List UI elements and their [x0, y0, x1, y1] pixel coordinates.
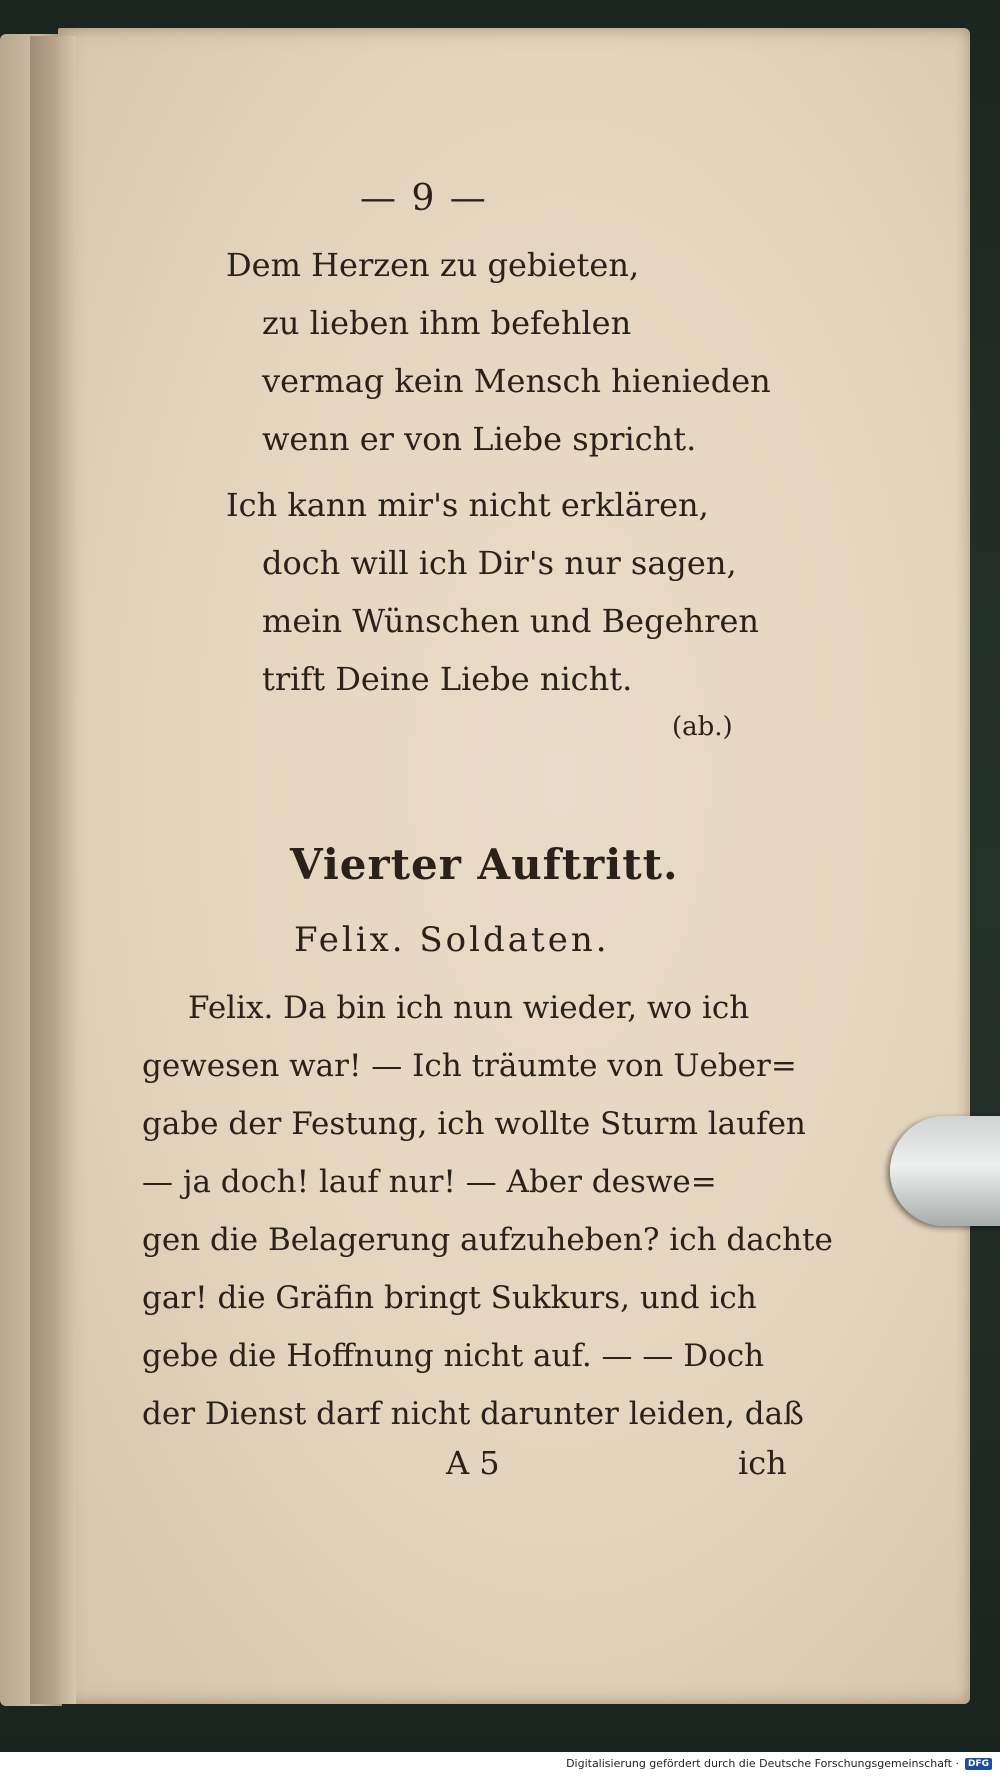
footer-credit [566, 1757, 992, 1770]
dfg-logo-icon: DFG [965, 1758, 992, 1770]
verse-line: Dem Herzen zu gebieten, [226, 246, 640, 284]
verse-line: trift Deine Liebe nicht. [262, 660, 633, 698]
scene-persons: Felix. Soldaten. [294, 920, 610, 960]
prose-line: der Dienst darf nicht darunter leiden, daß [142, 1396, 804, 1432]
verse-line: vermag kein Mensch hienieden [262, 362, 771, 400]
verse-line: Ich kann mir's nicht erklären, [226, 486, 709, 524]
prose-line: gen die Belagerung aufzuheben? ich dachte [142, 1222, 833, 1258]
prose-line: gar! die Gräfin bringt Sukkurs, und ich [142, 1280, 757, 1316]
page-number: — 9 — [360, 178, 488, 219]
scene-heading: Vierter Auftritt. [290, 840, 679, 889]
verse-line: wenn er von Liebe spricht. [262, 420, 697, 458]
prose-line: gabe der Festung, ich wollte Sturm laufen [142, 1106, 806, 1142]
credit-text: Digitalisierung gefördert durch die Deutsche Forschungsgemeinschaft · [566, 1757, 959, 1770]
verse-line: doch will ich Dir's nur sagen, [262, 544, 737, 582]
prose-line: gebe die Hoffnung nicht auf. — — Doch [142, 1338, 765, 1374]
verse-line: zu lieben ihm befehlen [262, 304, 632, 342]
page-clip [890, 1116, 1000, 1226]
page-gutter [30, 36, 76, 1704]
prose-line: Felix. Da bin ich nun wieder, wo ich [188, 990, 750, 1026]
prose-line: — ja doch! lauf nur! — Aber deswe= [142, 1164, 717, 1200]
signature-mark: A 5 [446, 1444, 500, 1482]
catchword: ich [738, 1444, 787, 1482]
prose-line: gewesen war! — Ich träumte von Ueber= [142, 1048, 797, 1084]
verse-line: mein Wünschen und Begehren [262, 602, 759, 640]
stage-direction: (ab.) [672, 712, 733, 742]
